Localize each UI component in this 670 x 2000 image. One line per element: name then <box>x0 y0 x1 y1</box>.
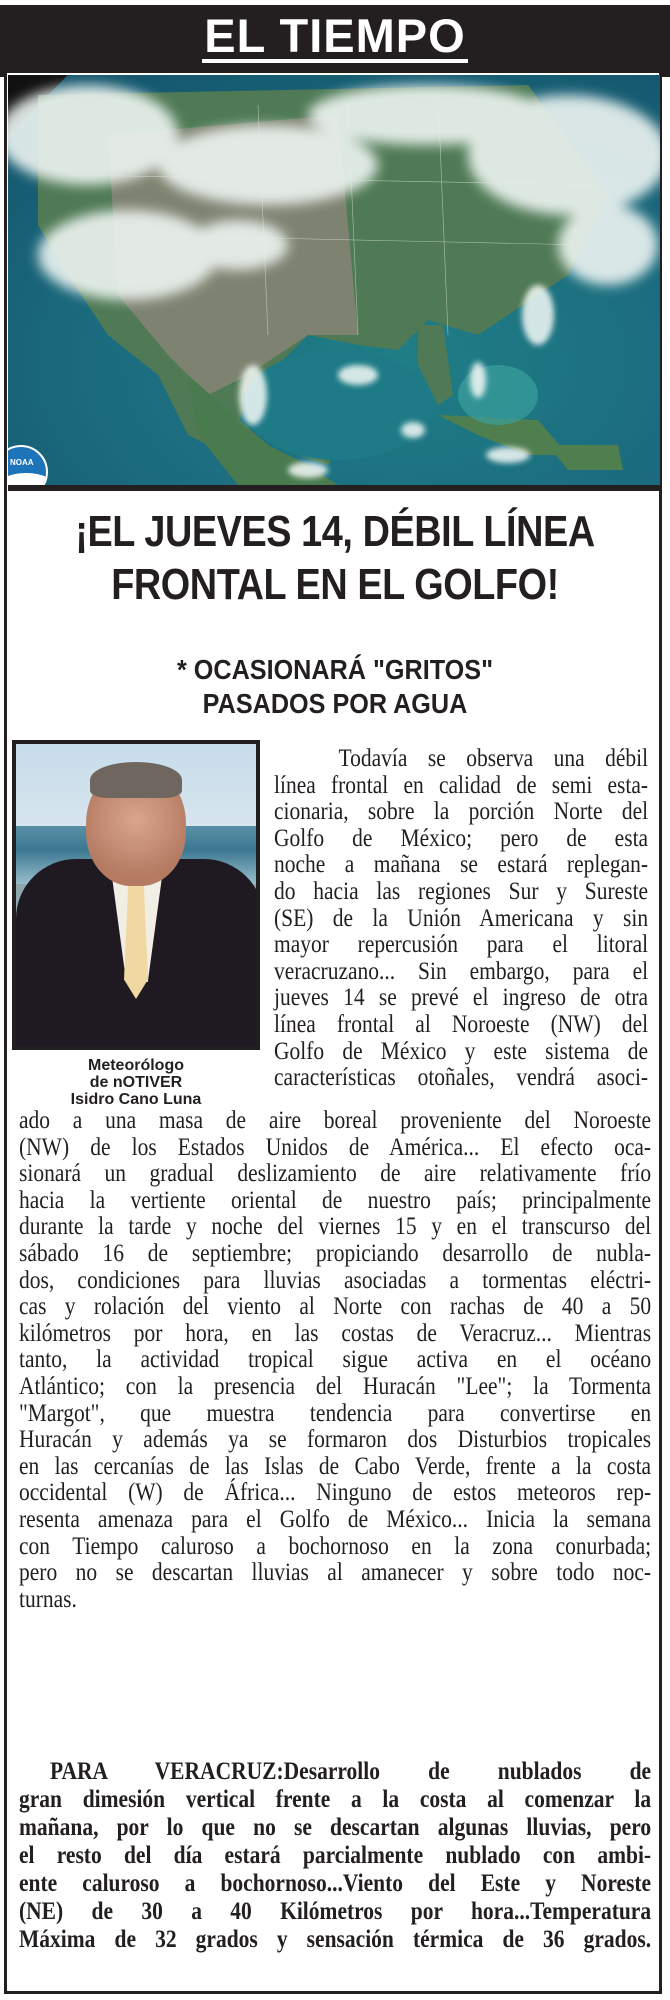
body-line: cas y rolación del viento al Norte con rachas de 40 a 50 <box>19 1293 652 1321</box>
body-line: resenta amenaza para el Golfo de México... Inicia la semana <box>19 1505 652 1533</box>
body-line: con Tiempo caluroso a bochornoso en la zona conurbada; <box>19 1532 652 1560</box>
body-line: pero no se descartan lluvias al amanecer y sobre todo noc- <box>19 1559 652 1587</box>
forecast-line: PARA VERACRUZ:Desarrollo de nublados de <box>49 1758 652 1785</box>
photo-hair <box>90 762 182 798</box>
headline <box>56 505 615 611</box>
noaa-wave-shape <box>8 473 48 491</box>
body-line: línea frontal en calidad de semi esta- <box>274 771 649 799</box>
noaa-logo-text: NOAA <box>10 458 34 467</box>
body-line: Huracán y además ya se formaron dos Disturbios tropicales <box>19 1426 652 1454</box>
headline-line: FRONTAL EN EL GOLFO! <box>111 560 559 609</box>
body-line: kilómetros por hora, en las costas de Veracruz... Mientras <box>19 1319 652 1347</box>
body-line: tanto, la actividad tropical sigue activa en el océano <box>19 1346 652 1374</box>
body-line: Golfo de México; pero de esta <box>274 824 649 852</box>
caption-line: Meteorólogo <box>88 1057 184 1074</box>
photo-caption <box>12 1057 260 1108</box>
forecast-line: Máxima de 32 grados y sensación térmica de 36 grados. <box>19 1926 652 1953</box>
satellite-image <box>8 75 660 491</box>
caption-line: Isidro Cano Luna <box>70 1091 202 1108</box>
headline-line: ¡EL JUEVES 14, DÉBIL LÍNEA <box>75 507 595 556</box>
masthead <box>0 5 670 77</box>
body-line: Golfo de México y este sistema de <box>274 1037 649 1065</box>
forecast-line: ente caluroso a bochornoso...Viento del Este y Noreste <box>19 1870 652 1897</box>
meteorologist-photo <box>12 740 260 1050</box>
body-line: occidental (W) de África... Ninguno de estos meteoros rep- <box>19 1479 652 1507</box>
body-line: "Margot", que muestra tendencia para convertirse en <box>19 1399 652 1427</box>
masthead-title <box>0 9 670 63</box>
body-line: turnas. <box>19 1585 77 1613</box>
body-line: cionaria, sobre la porción Norte del <box>274 798 649 826</box>
body-line: noche a mañana se estará replegan- <box>274 851 649 879</box>
body-line: línea frontal al Noroeste (NW) del <box>274 1010 649 1038</box>
body-line: características otoñales, vendrá asoci- <box>274 1064 649 1092</box>
forecast-line: (NE) de 30 a 40 Kilómetros por hora...Temperatura <box>19 1898 652 1925</box>
body-line: Atlántico; con la presencia del Huracán "Lee"; la Tormenta <box>19 1372 652 1400</box>
veracruz-forecast <box>19 1758 652 1954</box>
body-line: sábado 16 de septiembre; propiciando desarrollo de nubla- <box>19 1239 652 1267</box>
satellite-map-graphic <box>8 75 660 485</box>
body-line: do hacia las regiones Sur y Sureste <box>274 877 649 905</box>
subheadline-line: PASADOS POR AGUA <box>202 688 468 719</box>
body-line: sionará un gradual deslizamiento de aire relativamente frío <box>19 1160 652 1188</box>
body-line: dos, condiciones para lluvias asociadas a tormentas eléctri- <box>19 1266 652 1294</box>
article-body-column <box>274 745 649 1092</box>
body-line: (SE) de la Unión Americana y sin <box>274 904 649 932</box>
body-line: Todavía se observa una débil <box>338 745 649 772</box>
body-line: veracruzano... Sin embargo, para el <box>274 957 649 985</box>
body-line: jueves 14 se prevé el ingreso de otra <box>274 984 649 1012</box>
forecast-line: gran dimesión vertical frente a la costa al comenzar la <box>19 1786 652 1813</box>
body-line: mayor repercusión para el litoral <box>274 931 649 959</box>
forecast-line: el resto del día estará parcialmente nublado con ambi- <box>19 1842 652 1869</box>
subheadline-line: * OCASIONARÁ "GRITOS" <box>176 654 494 685</box>
body-line: ado a una masa de aire boreal proveniente del Noroeste <box>19 1107 652 1134</box>
body-line: hacia la vertiente oriental de nuestro país; principalmente <box>19 1186 652 1214</box>
body-line: durante la tarde y noche del viernes 15 y en el transcurso del <box>19 1213 652 1241</box>
body-line: en las cercanías de las Islas de Cabo Verde, frente a la costa <box>19 1452 652 1480</box>
caption-line: de nOTIVER <box>89 1074 183 1091</box>
forecast-line: mañana, por lo que no se descartan algunas lluvias, pero <box>19 1814 652 1841</box>
article-body-full <box>19 1107 652 1613</box>
body-line: (NW) de los Estados Unidos de América... El efecto oca- <box>19 1133 652 1161</box>
masthead-title-text: EL TIEMPO <box>204 9 466 62</box>
subheadline <box>43 653 628 721</box>
